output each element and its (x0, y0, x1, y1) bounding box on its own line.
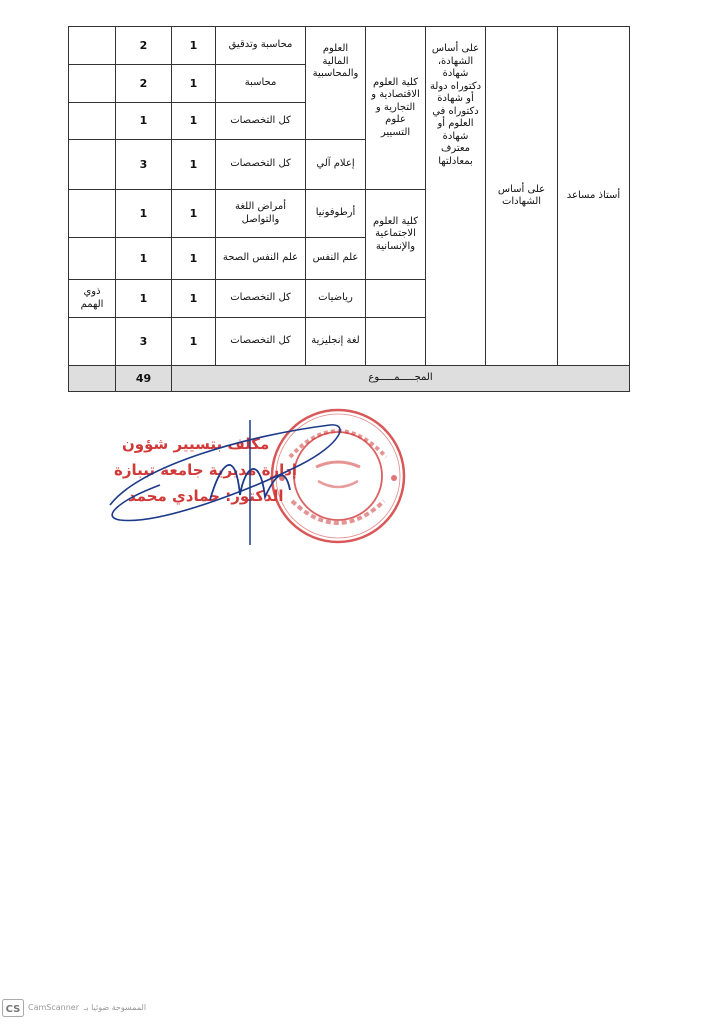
signature-line-1: مكلف بتسيير شؤون (122, 435, 270, 453)
required-diploma-cell: على أساس الشهادة، شهادة دكتوراه دولة أو شهادة دكتوراه في العلوم أو شهادة معترف بمعادلتها (426, 27, 486, 366)
notes-cell (69, 27, 116, 65)
total-row (69, 366, 630, 392)
specialty-cell: كل التخصصات (216, 103, 306, 140)
positions-cell: 1 (172, 140, 216, 190)
faculty-cell-empty (366, 280, 426, 318)
total-positions-cell: 1 (116, 238, 172, 280)
notes-cell (69, 103, 116, 140)
specialty-cell: كل التخصصات (216, 318, 306, 366)
rank-cell: أستاذ مساعد (558, 27, 630, 366)
signature-line-3: الدكتور: حمادي محمد (128, 487, 284, 505)
branch-cell: إعلام آلي (306, 140, 366, 190)
branch-cell-finance: العلوم المالية والمحاسبية (306, 27, 366, 140)
positions-cell: 1 (172, 65, 216, 103)
notes-cell (69, 318, 116, 366)
table-row (69, 27, 630, 65)
positions-cell: 1 (172, 318, 216, 366)
specialty-cell: محاسبة (216, 65, 306, 103)
total-blank-cell (69, 366, 116, 392)
total-positions-cell: 1 (116, 190, 172, 238)
faculty-economics-cell: كلية العلوم الاقتصادية و التجارية و علوم التسيير (366, 27, 426, 190)
branch-cell: علم النفس (306, 238, 366, 280)
positions-cell: 1 (172, 190, 216, 238)
total-positions-cell: 2 (116, 65, 172, 103)
notes-cell: ذوي الهمم (69, 280, 116, 318)
total-positions-cell: 2 (116, 27, 172, 65)
recruitment-mode-cell: على أساس الشهادات (486, 27, 558, 366)
recruitment-table (68, 26, 630, 392)
branch-cell: رياضيات (306, 280, 366, 318)
handwritten-signature-icon (100, 405, 410, 555)
signature-line-2: إدارة مديرية جامعة تيبازة (114, 461, 298, 479)
notes-cell (69, 238, 116, 280)
specialty-cell: كل التخصصات (216, 280, 306, 318)
total-positions-cell: 3 (116, 140, 172, 190)
svg-text:CS: CS (5, 1004, 21, 1015)
branch-cell: لغة إنجليزية (306, 318, 366, 366)
notes-cell (69, 140, 116, 190)
notes-cell (69, 65, 116, 103)
specialty-cell: علم النفس الصحة (216, 238, 306, 280)
signature-block (100, 405, 410, 555)
positions-cell: 1 (172, 103, 216, 140)
faculty-cell-empty (366, 318, 426, 366)
scanner-label: CamScanner (28, 1003, 80, 1012)
camscanner-logo-icon (2, 999, 24, 1017)
specialty-cell: أمراض اللغة والتواصل (216, 190, 306, 238)
specialty-cell: محاسبة وتدقيق (216, 27, 306, 65)
total-value-cell: 49 (116, 366, 172, 392)
scanner-prefix: الممسوحة ضوئيا بـ (84, 1003, 147, 1012)
specialty-cell: كل التخصصات (216, 140, 306, 190)
notes-cell (69, 190, 116, 238)
total-positions-cell: 3 (116, 318, 172, 366)
total-positions-cell: 1 (116, 280, 172, 318)
faculty-social-cell: كلية العلوم الاجتماعية والإنسانية (366, 190, 426, 280)
total-positions-cell: 1 (116, 103, 172, 140)
branch-cell: أرطوفونيا (306, 190, 366, 238)
positions-cell: 1 (172, 280, 216, 318)
positions-cell: 1 (172, 27, 216, 65)
total-label-cell: المجـــــمـــــوع (172, 366, 630, 392)
positions-cell: 1 (172, 238, 216, 280)
